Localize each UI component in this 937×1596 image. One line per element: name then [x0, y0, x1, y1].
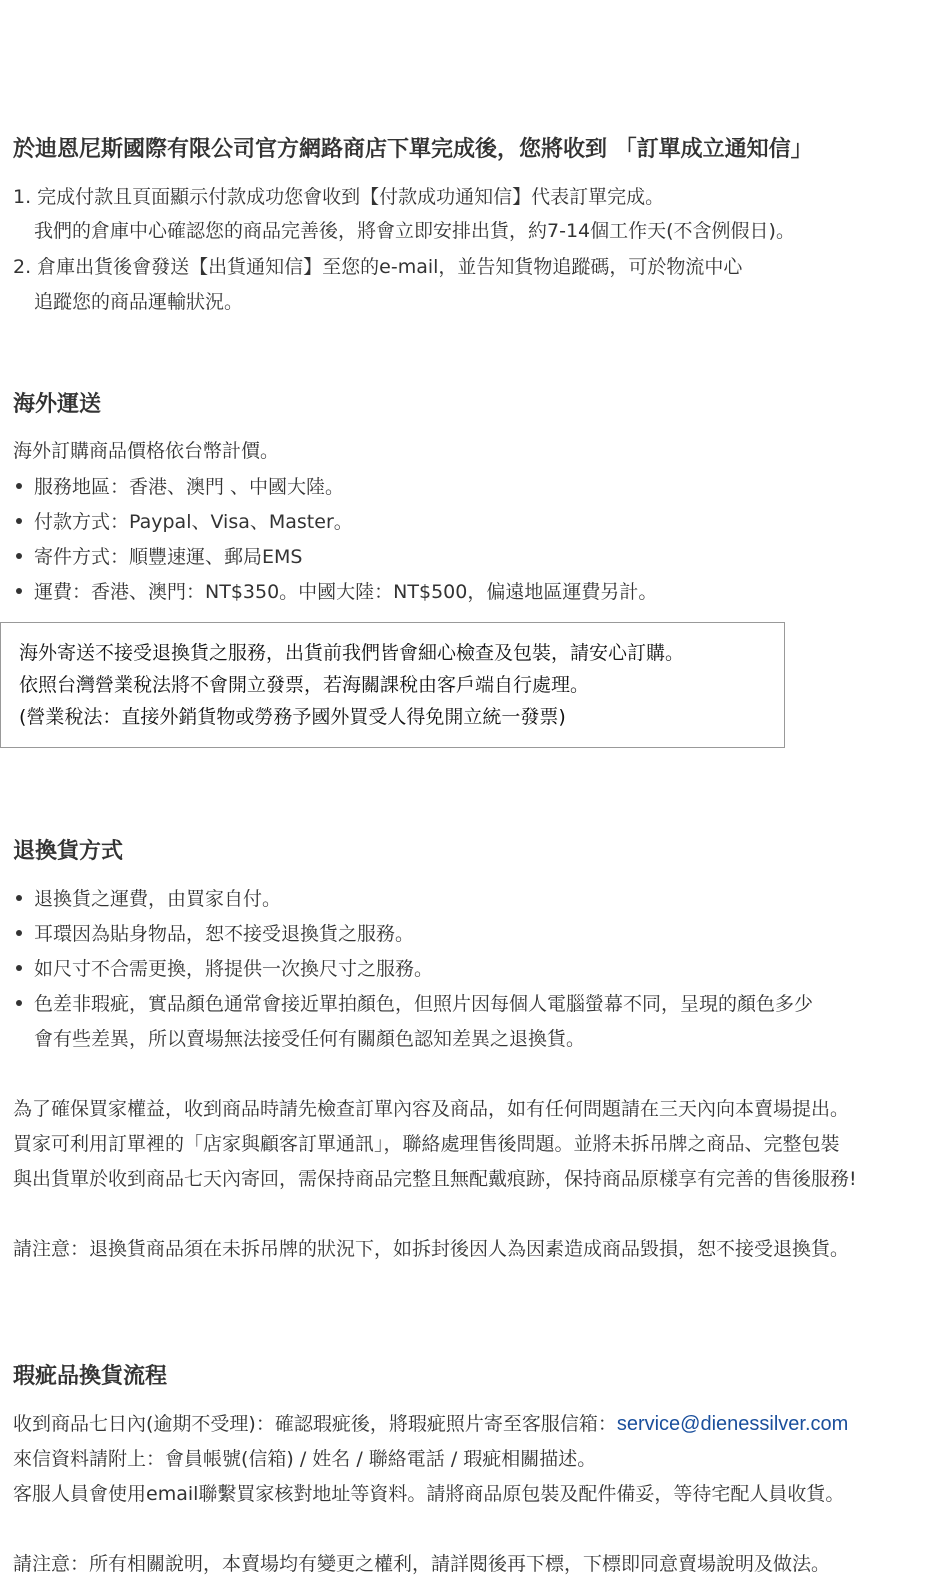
overseas-bullet-3: 寄件方式：順豐速運、郵局EMS: [13, 543, 302, 571]
bullet-icon: [16, 965, 22, 971]
notice-line-1: 海外寄送不接受退換貨之服務，出貨前我們皆會細心檢查及包裝，請安心訂購。: [19, 642, 685, 664]
returns-bullet-1: 退換貨之運費，由買家自付。: [13, 885, 281, 913]
defect-line-3: 客服人員會使用email聯繫買家核對地址等資料。請將商品原包裝及配件備妥，等待宅配人員收貨。: [13, 1483, 845, 1505]
order-line-1: 1. 完成付款且頁面顯示付款成功您會收到【付款成功通知信】代表訂單完成。: [13, 186, 665, 208]
returns-bullet-3: 如尺寸不合需更換，將提供一次換尺寸之服務。: [13, 955, 433, 983]
order-heading: 於迪恩尼斯國際有限公司官方網路商店下單完成後，您將收到 「訂單成立通知信」: [13, 137, 813, 162]
notice-line-3: (營業稅法：直接外銷貨物或勞務予國外買受人得免開立統一發票): [19, 706, 566, 728]
bullet-icon: [16, 588, 22, 594]
overseas-notice-box: [0, 622, 785, 748]
defect-heading: 瑕疵品換貨流程: [13, 1364, 168, 1389]
bullet-icon: [16, 895, 22, 901]
returns-bullet-4-continuation: 會有些差異，所以賣場無法接受任何有關顏色認知差異之退換貨。: [34, 1028, 586, 1050]
overseas-intro: 海外訂購商品價格依台幣計價。: [13, 440, 280, 462]
defect-note: 請注意：所有相關說明，本賣場均有變更之權利，請詳閱後再下標，下標即同意賣場說明及做法。: [13, 1553, 831, 1575]
bullet-icon: [16, 483, 22, 489]
overseas-heading: 海外運送: [13, 392, 102, 417]
returns-paragraph-line-1: 為了確保買家權益，收到商品時請先檢查訂單內容及商品，如有任何問題請在三天內向本賣場提出。: [13, 1098, 850, 1120]
overseas-bullet-2: 付款方式：Paypal、Visa、Master。: [13, 508, 353, 536]
returns-heading: 退換貨方式: [13, 839, 124, 864]
notice-line-2: 依照台灣營業稅法將不會開立發票，若海關課稅由客戶端自行處理。: [19, 674, 590, 696]
overseas-bullet-4: 運費：香港、澳門：NT$350。中國大陸：NT$500，偏遠地區運費另計。: [13, 578, 657, 606]
returns-paragraph-line-2: 買家可利用訂單裡的「店家與顧客訂單通訊」，聯絡處理售後問題。並將未拆吊牌之商品、完整包裝: [13, 1133, 840, 1155]
bullet-icon: [16, 518, 22, 524]
overseas-bullet-1: 服務地區：香港、澳門 、中國大陸。: [13, 473, 344, 501]
returns-note: 請注意：退換貨商品須在未拆吊牌的狀況下，如拆封後因人為因素造成商品毀損，恕不接受退換貨。: [13, 1238, 850, 1260]
order-line-2: 我們的倉庫中心確認您的商品完善後，將會立即安排出貨，約7-14個工作天(不含例假日)。: [34, 220, 795, 242]
bullet-icon: [16, 553, 22, 559]
returns-bullet-2: 耳環因為貼身物品，恕不接受退換貨之服務。: [13, 920, 414, 948]
defect-line-1: 收到商品七日內(逾期不受理)：確認瑕疵後，將瑕疵照片寄至客服信箱：service@dienessilver.com: [13, 1413, 849, 1435]
bullet-icon: [16, 1000, 22, 1006]
service-email-link[interactable]: service@dienessilver.com: [616, 1413, 849, 1435]
returns-bullet-4: 色差非瑕疵，實品顏色通常會接近單拍顏色，但照片因每個人電腦螢幕不同，呈現的顏色多少: [13, 990, 813, 1018]
returns-paragraph-line-3: 與出貨單於收到商品七天內寄回，需保持商品完整且無配戴痕跡，保持商品原樣享有完善的售後服務!: [13, 1168, 857, 1190]
bullet-icon: [16, 930, 22, 936]
defect-line-2: 來信資料請附上：會員帳號(信箱) / 姓名 / 聯絡電話 / 瑕疵相關描述。: [13, 1448, 597, 1470]
order-line-4: 追蹤您的商品運輸狀況。: [34, 291, 244, 313]
order-line-3: 2. 倉庫出貨後會發送【出貨通知信】至您的e-mail，並告知貨物追蹤碼，可於物流中心: [13, 256, 743, 278]
